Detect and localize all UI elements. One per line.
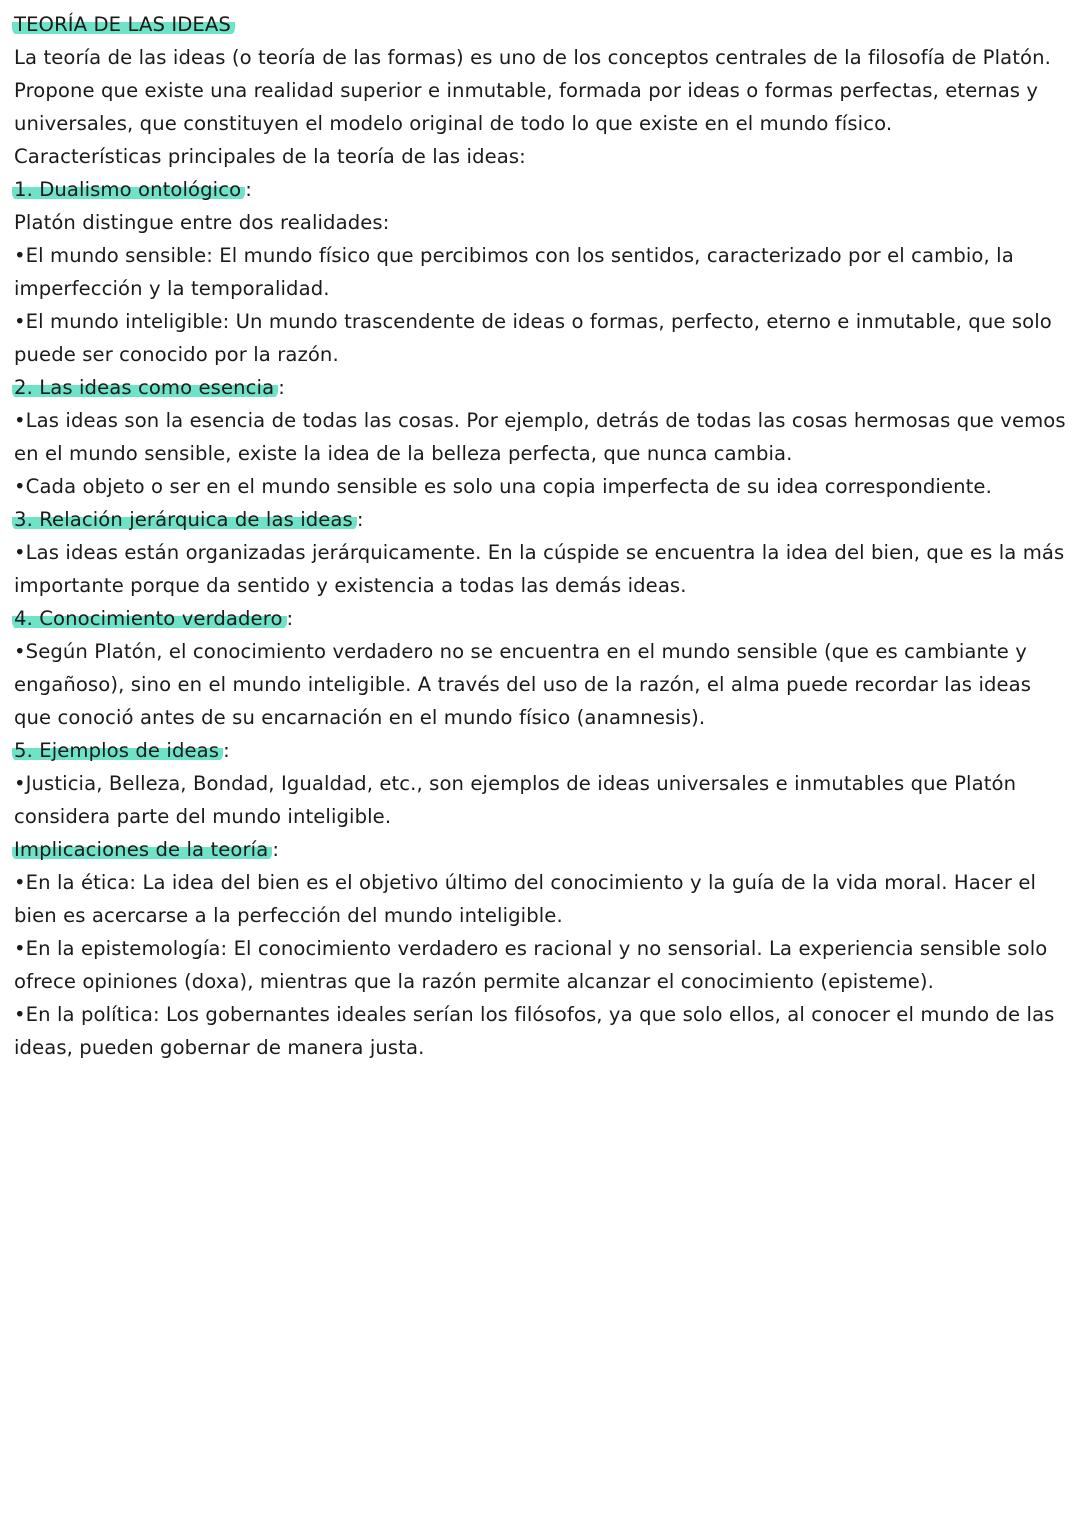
section-text-line: considera parte del mundo inteligible. xyxy=(14,805,392,828)
heading-colon: : xyxy=(223,739,230,762)
intro-line: Características principales de la teoría de las ideas: xyxy=(14,145,526,168)
section-text-line: •En la epistemología: El conocimiento verdadero es racional y no sensorial. La experiencia sensible solo xyxy=(14,937,1048,960)
section-text-line: •El mundo inteligible: Un mundo trascendente de ideas o formas, perfecto, eterno e inmutable, que solo xyxy=(14,310,1052,333)
page-title: TEORÍA DE LAS IDEAS xyxy=(12,13,235,36)
section-text-line: engañoso), sino en el mundo inteligible. A través del uso de la razón, el alma puede recordar las ideas xyxy=(14,673,1032,696)
section-heading: 5. Ejemplos de ideas xyxy=(12,739,223,762)
section-text-line: que conoció antes de su encarnación en el mundo físico (anamnesis). xyxy=(14,706,706,729)
title-line xyxy=(14,8,1070,41)
section-text-line: •En la política: Los gobernantes ideales serían los filósofos, ya que solo ellos, al conocer el mundo de las xyxy=(14,1003,1055,1026)
intro-line: universales, que constituyen el modelo original de todo lo que existe en el mundo físico. xyxy=(14,112,893,135)
section-text-line: •El mundo sensible: El mundo físico que percibimos con los sentidos, caracterizado por el cambio, la xyxy=(14,244,1014,267)
section-heading-line xyxy=(14,734,1070,767)
section-text-line: ideas, pueden gobernar de manera justa. xyxy=(14,1036,425,1059)
section-heading-line xyxy=(14,602,1070,635)
heading-colon: : xyxy=(278,376,285,399)
section-text-line: ofrece opiniones (doxa), mientras que la razón permite alcanzar el conocimiento (episteme). xyxy=(14,970,934,993)
section-text-line: imperfección y la temporalidad. xyxy=(14,277,330,300)
intro-line: Propone que existe una realidad superior e inmutable, formada por ideas o formas perfectas, eternas y xyxy=(14,79,1039,102)
section-heading-line xyxy=(14,833,1070,866)
section-heading: Implicaciones de la teoría xyxy=(12,838,272,861)
section-text-line: bien es acercarse a la perfección del mundo inteligible. xyxy=(14,904,563,927)
section-text-line: importante porque da sentido y existencia a todas las demás ideas. xyxy=(14,574,687,597)
section-heading-line xyxy=(14,503,1070,536)
section-text-line: •Las ideas están organizadas jerárquicamente. En la cúspide se encuentra la idea del bien, que es la más xyxy=(14,541,1065,564)
section-heading-line xyxy=(14,173,1070,206)
heading-colon: : xyxy=(356,508,364,531)
section-text-line: Platón distingue entre dos realidades: xyxy=(14,211,390,234)
section-text-line: •Justicia, Belleza, Bondad, Igualdad, etc., son ejemplos de ideas universales e inmutables que Platón xyxy=(14,772,1017,795)
heading-colon: : xyxy=(272,838,280,861)
section-heading: 1. Dualismo ontológico xyxy=(12,178,245,201)
section-heading-line xyxy=(14,371,1070,404)
section-heading: 4. Conocimiento verdadero xyxy=(12,607,287,630)
section-text-line: •En la ética: La idea del bien es el objetivo último del conocimiento y la guía de la vida moral. Hacer el xyxy=(14,871,1037,894)
section-text-line: en el mundo sensible, existe la idea de la belleza perfecta, que nunca cambia. xyxy=(14,442,793,465)
section-text-line: •Según Platón, el conocimiento verdadero no se encuentra en el mundo sensible (que es cambiante y xyxy=(14,640,1027,663)
section-heading: 2. Las ideas como esencia xyxy=(12,376,278,399)
heading-colon: : xyxy=(245,178,252,201)
section-heading: 3. Relación jerárquica de las ideas xyxy=(12,508,357,531)
section-text-line: •Las ideas son la esencia de todas las cosas. Por ejemplo, detrás de todas las cosas hermosas que vemos xyxy=(14,409,1066,432)
notes-page xyxy=(14,8,1070,1064)
heading-colon: : xyxy=(286,607,294,630)
section-text-line: •Cada objeto o ser en el mundo sensible es solo una copia imperfecta de su idea correspondiente. xyxy=(14,475,992,498)
intro-line: La teoría de las ideas (o teoría de las formas) es uno de los conceptos centrales de la filosofía de Platón. xyxy=(14,46,1051,69)
section-text-line: puede ser conocido por la razón. xyxy=(14,343,339,366)
